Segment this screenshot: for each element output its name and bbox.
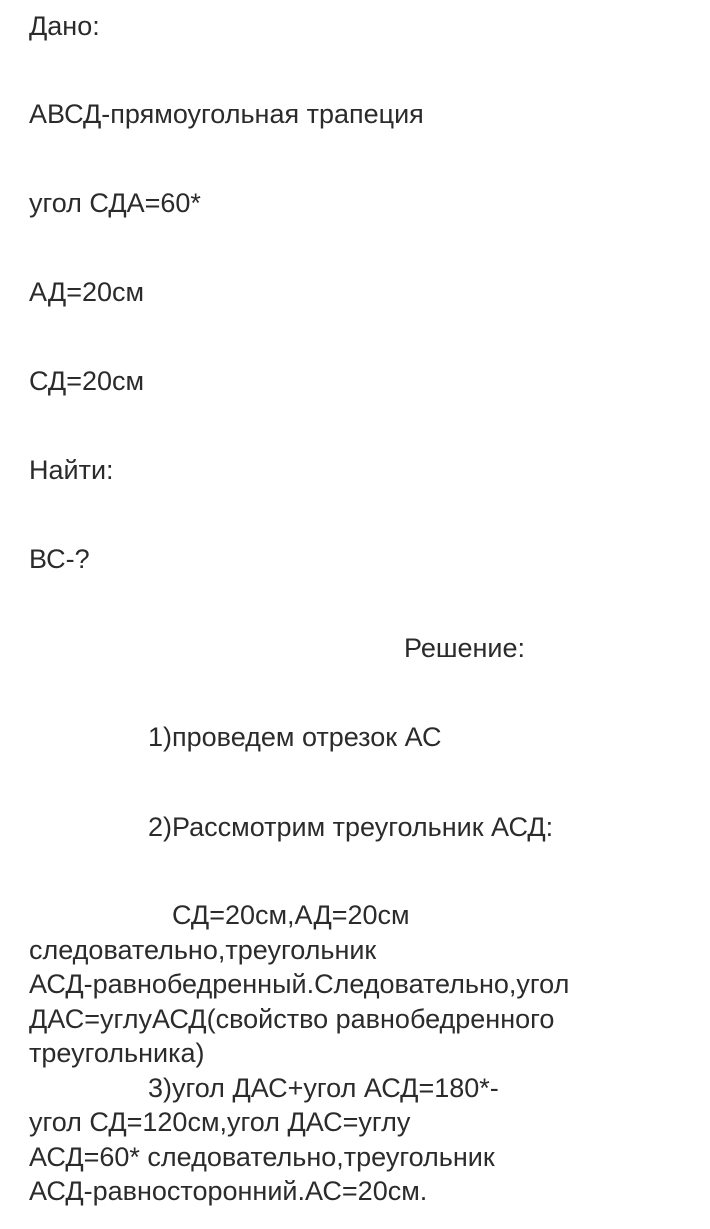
given-item-angle: угол СДА=60* bbox=[29, 188, 201, 218]
paragraph-line: следовательно,треугольник bbox=[29, 934, 377, 965]
solution-paragraph bbox=[29, 898, 699, 1209]
solution-heading: Решение: bbox=[404, 633, 526, 663]
given-item-ad: АД=20см bbox=[29, 277, 145, 307]
given-heading: Дано: bbox=[29, 11, 100, 41]
paragraph-line: АСД-равнобедренный.Следовательно,угол bbox=[29, 969, 570, 999]
paragraph-line: АСД=60* следовательно,треугольник bbox=[29, 1141, 495, 1172]
paragraph-line: ДАС=углуАСД(свойство равнобедренного bbox=[29, 1003, 555, 1034]
given-item-cd: СД=20см bbox=[29, 366, 145, 396]
paragraph-line: угол СД=120см,угол ДАС=углу bbox=[29, 1107, 411, 1137]
paragraph-line: СД=20см,АД=20см bbox=[172, 900, 410, 930]
given-item-trapezoid: АВСД-прямоугольная трапеция bbox=[29, 99, 424, 129]
paragraph-line: АСД-равносторонний.АС=20см. bbox=[29, 1176, 428, 1206]
paragraph-line: треугольника) bbox=[29, 1038, 205, 1068]
solution-step-1: 1)проведем отрезок АС bbox=[148, 722, 442, 752]
solution-step-2: 2)Рассмотрим треугольник АСД: bbox=[148, 812, 554, 842]
find-heading: Найти: bbox=[29, 455, 114, 485]
paragraph-line-step-3: 3)угол ДАС+угол АСД=180*- bbox=[148, 1072, 499, 1103]
find-item: ВС-? bbox=[29, 544, 90, 574]
